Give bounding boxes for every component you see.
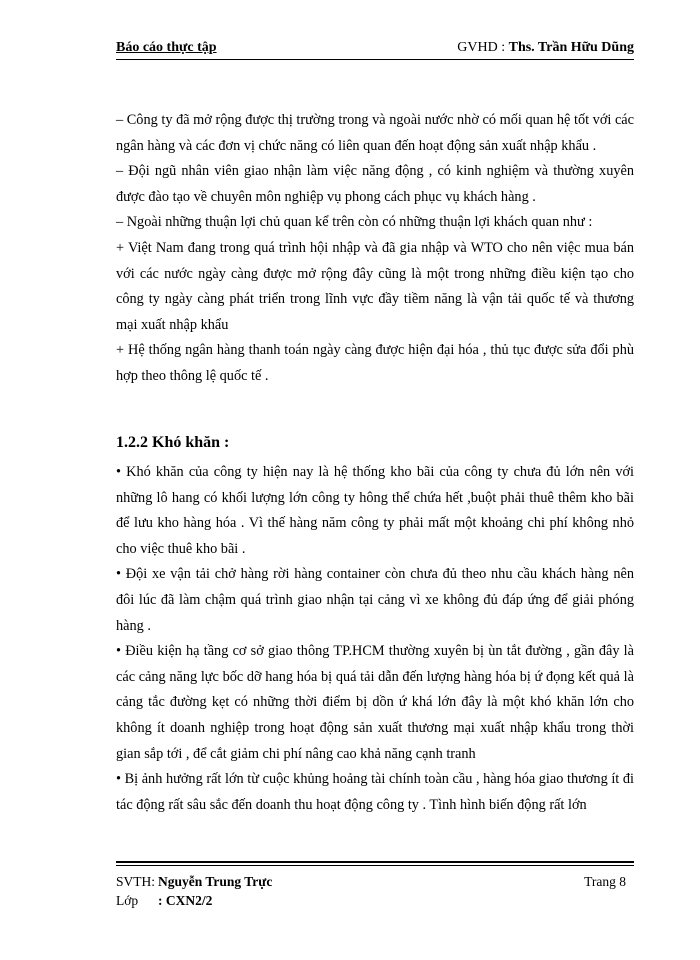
paragraph: • Đội xe vận tải chở hàng rời hàng container còn chưa đủ theo nhu cầu khách hàng nên đôi lúc đã làm chậm quá trình giao nhận tại cảng vì xe không đủ đáp ứng để giải phóng hàng .: [116, 566, 634, 634]
header-rule: [116, 59, 634, 60]
class-label: Lớp: [116, 893, 139, 908]
paragraph: + Hệ thống ngân hàng thanh toán ngày càng được hiện đại hóa , thủ tục được sửa đổi phù hợp theo thông lệ quốc tế .: [116, 342, 634, 384]
paragraph: • Bị ảnh hưởng rất lớn từ cuộc khủng hoảng tài chính toàn cầu , hàng hóa giao thương ít đi tác động rất sâu sắc đến doanh thu hoạt động công ty . Tình hình biến động rất lớn: [116, 771, 634, 813]
student-label: SVTH:: [116, 874, 156, 889]
advantages-text: [116, 108, 634, 390]
page-footer: [116, 872, 634, 912]
section-title: 1.2.2 Khó khăn :: [116, 434, 230, 451]
paragraph: • Điều kiện hạ tầng cơ sở giao thông TP.HCM thường xuyên bị ùn tắt đường , gần đây là các cảng năng lực bốc dỡ hang hóa bị quá tải dẫn đến lượng hàng hóa bị ứ đọng kết quả là cảng tắc đường kẹt có những thời điểm bị dồn ứ khá lớn đây là một khó khăn lớn cho không ít doanh nghiệp trong hoạt động sản xuất thương mại xuất nhập khẩu trong thời gian sắp tới , để cắt giảm chi phí nâng cao khả năng cạnh tranh: [116, 643, 634, 762]
page-header: [116, 40, 634, 60]
footer-rule-thick: [116, 861, 634, 863]
class-value: : CXN2/2: [158, 893, 213, 908]
difficulties-text: [116, 460, 634, 818]
paragraph: – Công ty đã mở rộng được thị trường trong và ngoài nước nhờ có mối quan hệ tốt với các ngân hàng và các đơn vị chức năng có liên quan đến hoạt động sản xuất nhập khẩu .: [116, 112, 634, 154]
paragraph: – Đội ngũ nhân viên giao nhận làm việc năng động , có kinh nghiệm và thường xuyên được đào tạo về chuyên môn nghiệp vụ phong cách phục vụ khách hàng .: [116, 163, 634, 205]
advisor-name: Ths. Trần Hữu Dũng: [508, 40, 634, 55]
student-name: Nguyễn Trung Trực: [158, 874, 273, 889]
footer-rule-thin: [116, 865, 634, 866]
advisor-label: [457, 40, 634, 56]
paragraph: + Việt Nam đang trong quá trình hội nhập và đã gia nhập và WTO cho nên việc mua bán với các nước ngày càng được mở rộng đây cũng là một trong những điều kiện tạo cho công ty ngày càng phát triển trong lĩnh vực đầy tiềm năng là vận tải quốc tế và thương mại xuất nhập khẩu: [116, 239, 634, 333]
page-number: Trang 8: [584, 874, 626, 889]
paragraph: • Khó khăn của công ty hiện nay là hệ thống kho bãi của công ty chưa đủ lớn nên với những lô hang có khối lượng lớn công ty hông thể chứa hết ,buột phải thuê thêm kho bãi để lưu kho hàng hóa . Vì thế hàng năm công ty phải mất một khoảng chi phí không nhỏ cho việc thuê kho bãi .: [116, 464, 634, 557]
paragraph: – Ngoài những thuận lợi chủ quan kể trên còn có những thuận lợi khách quan như :: [116, 214, 593, 231]
report-title: Báo cáo thực tập: [116, 40, 217, 55]
advisor-prefix: GVHD :: [457, 40, 509, 55]
